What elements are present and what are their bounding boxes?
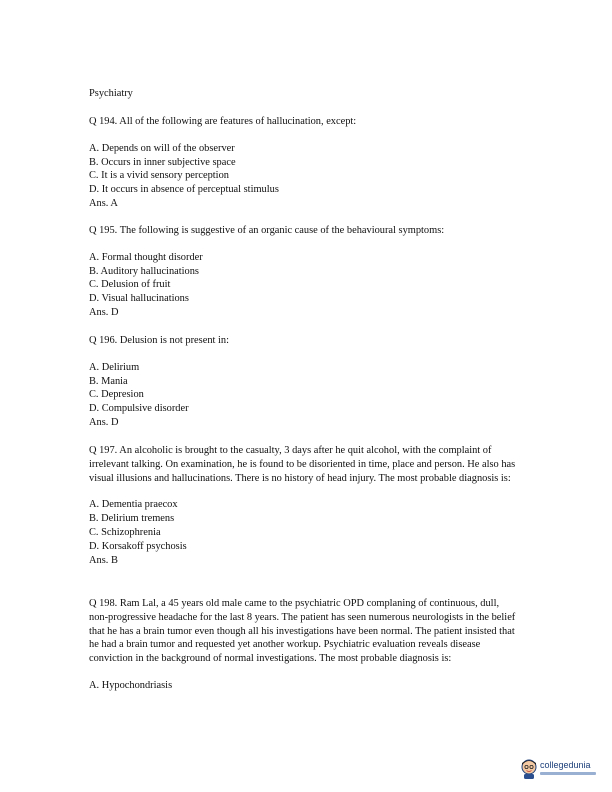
options-list [89,251,519,320]
question-text: Q 195. The following is suggestive of an organic cause of the behavioural symptoms: [89,225,445,236]
option-c: C. Delusion of fruit [89,279,171,291]
question-196 [89,334,519,430]
option-b: B. Mania [89,375,128,387]
question-198 [89,597,519,693]
subject-heading: Psychiatry [89,88,133,99]
options-list [89,498,519,567]
option-a: A. Delirium [89,361,140,373]
question-text: Q 197. An alcoholic is brought to the casualty, 3 days after he quit alcohol, with the complaint of irrelevant talking. On examination, he is found to be disoriented in time, place and person. He also has visual illusions and hallucinations. There is no history of head injury. The most probable diagnosis is: [89,445,516,484]
options-list [89,679,519,693]
option-d: D. Visual hallucinations [89,293,189,305]
options-list [89,142,519,211]
question-197 [89,444,519,567]
answer: Ans. A [89,197,118,209]
collegedunia-logo [520,758,600,786]
option-a: A. Hypochondriasis [89,679,173,691]
option-d: D. Korsakoff psychosis [89,540,187,552]
mascot-icon [520,758,538,780]
answer: Ans. D [89,306,119,318]
option-a: A. Depends on will of the observer [89,142,235,154]
answer: Ans. D [89,416,119,428]
option-b: B. Occurs in inner subjective space [89,156,236,168]
option-a: A. Dementia praecox [89,499,178,511]
option-b: B. Auditory hallucinations [89,265,199,277]
option-d: D. It occurs in absence of perceptual stimulus [89,184,279,196]
logo-tagline-bar [540,772,596,775]
option-d: D. Compulsive disorder [89,403,189,415]
question-text: Q 196. Delusion is not present in: [89,335,229,346]
option-c: C. Schizophrenia [89,526,161,538]
option-c: C. Depresion [89,389,144,401]
option-a: A. Formal thought disorder [89,251,203,263]
question-195 [89,224,519,320]
logo-wordmark: collegedunia [540,760,591,770]
option-c: C. It is a vivid sensory perception [89,170,229,182]
answer: Ans. B [89,554,118,566]
question-194 [89,115,519,211]
question-text: Q 194. All of the following are features of hallucination, except: [89,116,357,127]
option-b: B. Delirium tremens [89,513,175,525]
options-list [89,361,519,430]
question-text: Q 198. Ram Lal, a 45 years old male came to the psychiatric OPD complaning of continuous, dull, non-progressive headache for the last 8 years. The patient has seen numerous neurologists in the belief that he has a brain tumor even though all his investigations have been normal. The patient insisted that he had a brain tumor and requested yet another workup. Psychiatric evaluation reveals disease conviction in the background of normal investigations. The most probable diagnosis is: [89,598,516,665]
